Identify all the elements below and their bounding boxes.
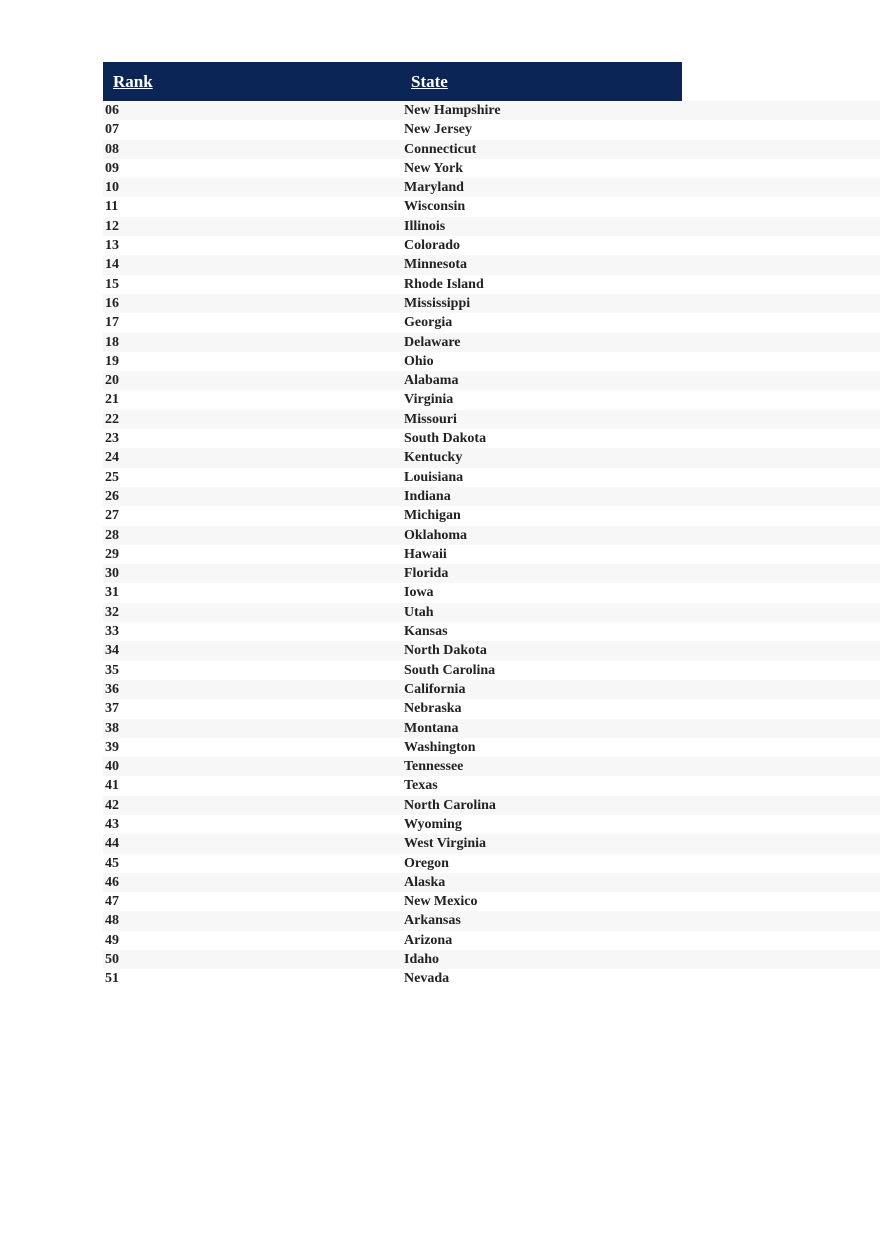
table-row — [103, 661, 880, 680]
rank-cell: 30 — [105, 566, 119, 582]
table-row — [103, 410, 880, 429]
rank-cell: 07 — [105, 122, 119, 138]
table-row — [103, 911, 880, 930]
table-row — [103, 178, 880, 197]
state-cell: Rhode Island — [404, 276, 484, 292]
state-cell: South Dakota — [404, 431, 487, 447]
state-cell: Virginia — [404, 392, 454, 408]
table-row — [103, 333, 880, 352]
state-cell: Idaho — [404, 952, 440, 968]
table-row — [103, 120, 880, 139]
table-row — [103, 680, 880, 699]
table-row — [103, 603, 880, 622]
state-cell: Nebraska — [404, 701, 462, 717]
rank-cell: 11 — [105, 199, 119, 215]
rank-cell: 40 — [105, 759, 119, 775]
state-cell: California — [404, 681, 466, 697]
table-row — [103, 429, 880, 448]
table-row — [103, 526, 880, 545]
state-cell: Nevada — [404, 971, 450, 987]
state-cell: Texas — [404, 778, 438, 794]
rank-cell: 19 — [105, 353, 119, 369]
state-cell: Wisconsin — [404, 199, 466, 215]
table-row — [103, 622, 880, 641]
table-row — [103, 390, 880, 409]
state-cell: South Carolina — [404, 662, 496, 678]
rank-cell: 47 — [105, 894, 119, 910]
table-row — [103, 931, 880, 950]
table-header — [103, 62, 682, 101]
table-row — [103, 294, 880, 313]
state-cell: Illinois — [404, 218, 446, 234]
rank-cell: 23 — [105, 431, 119, 447]
state-cell: Arkansas — [404, 913, 461, 929]
state-cell: Colorado — [404, 238, 460, 254]
rank-cell: 45 — [105, 855, 119, 871]
table-row — [103, 217, 880, 236]
table-row — [103, 101, 880, 120]
rank-cell: 49 — [105, 932, 119, 948]
rank-cell: 42 — [105, 797, 119, 813]
table-body — [103, 101, 880, 989]
rank-cell: 06 — [105, 103, 119, 118]
rank-cell: 29 — [105, 546, 119, 562]
state-cell: Tennessee — [404, 759, 464, 775]
table-row — [103, 255, 880, 274]
table-row — [103, 275, 880, 294]
state-cell: Wyoming — [404, 816, 462, 832]
state-cell: West Virginia — [404, 836, 487, 852]
rank-cell: 50 — [105, 952, 119, 968]
state-cell: Mississippi — [404, 295, 471, 311]
rank-cell: 31 — [105, 585, 119, 601]
state-cell: Utah — [404, 604, 434, 620]
state-cell: Oregon — [404, 855, 449, 871]
state-cell: Louisiana — [404, 469, 464, 485]
rank-cell: 34 — [105, 643, 119, 659]
rank-cell: 28 — [105, 527, 119, 543]
table-row — [103, 159, 880, 178]
state-cell: Connecticut — [404, 141, 477, 157]
state-cell: Michigan — [404, 508, 461, 524]
rank-cell: 09 — [105, 160, 119, 176]
table-row — [103, 834, 880, 853]
rank-cell: 33 — [105, 624, 119, 640]
rank-cell: 46 — [105, 874, 119, 890]
table-row — [103, 313, 880, 332]
column-header-rank[interactable]: Rank — [113, 72, 153, 91]
rank-cell: 13 — [105, 238, 119, 254]
state-cell: Kansas — [404, 624, 448, 640]
rank-cell: 17 — [105, 315, 119, 331]
rank-cell: 08 — [105, 141, 119, 157]
state-cell: North Carolina — [404, 797, 496, 813]
table-row — [103, 969, 880, 988]
rank-cell: 26 — [105, 488, 119, 504]
rank-cell: 20 — [105, 373, 119, 389]
state-cell: New Mexico — [404, 894, 478, 910]
rank-cell: 14 — [105, 257, 119, 273]
state-cell: Iowa — [404, 585, 434, 601]
table-row — [103, 757, 880, 776]
state-cell: Indiana — [404, 488, 451, 504]
state-cell: Minnesota — [404, 257, 467, 273]
table-row — [103, 371, 880, 390]
rank-cell: 16 — [105, 295, 119, 311]
rank-cell: 36 — [105, 681, 119, 697]
table-row — [103, 776, 880, 795]
state-cell: Washington — [404, 739, 476, 755]
rank-cell: 21 — [105, 392, 119, 408]
rank-cell: 37 — [105, 701, 119, 717]
rank-cell: 43 — [105, 816, 119, 832]
rank-cell: 18 — [105, 334, 119, 350]
table-row — [103, 950, 880, 969]
rank-cell: 10 — [105, 180, 119, 196]
table-row — [103, 140, 880, 159]
state-cell: Arizona — [404, 932, 453, 948]
rank-cell: 22 — [105, 411, 119, 427]
table-row — [103, 197, 880, 216]
table-row — [103, 545, 880, 564]
table-row — [103, 738, 880, 757]
table-row — [103, 506, 880, 525]
rank-cell: 44 — [105, 836, 119, 852]
state-cell: Alaska — [404, 874, 446, 890]
state-cell: New Jersey — [404, 122, 473, 138]
rank-cell: 15 — [105, 276, 119, 292]
state-cell: North Dakota — [404, 643, 487, 659]
state-cell: Ohio — [404, 353, 434, 369]
rank-cell: 38 — [105, 720, 119, 736]
table-row — [103, 236, 880, 255]
rank-cell: 12 — [105, 218, 119, 234]
rank-cell: 24 — [105, 450, 119, 466]
table-row — [103, 448, 880, 467]
rank-cell: 32 — [105, 604, 119, 620]
state-cell: Maryland — [404, 180, 464, 196]
table-row — [103, 796, 880, 815]
table-row — [103, 854, 880, 873]
column-header-state[interactable]: State — [411, 72, 448, 91]
table-row — [103, 641, 880, 660]
state-cell: Missouri — [404, 411, 457, 427]
rank-cell: 39 — [105, 739, 119, 755]
rank-cell: 51 — [105, 971, 119, 987]
table-row — [103, 892, 880, 911]
rank-cell: 27 — [105, 508, 119, 524]
rank-cell: 25 — [105, 469, 119, 485]
state-cell: New Hampshire — [404, 103, 501, 118]
rank-cell: 41 — [105, 778, 119, 794]
table-row — [103, 815, 880, 834]
state-cell: Alabama — [404, 373, 459, 389]
state-cell: Oklahoma — [404, 527, 468, 543]
state-cell: Georgia — [404, 315, 453, 331]
table-row — [103, 873, 880, 892]
table-row — [103, 487, 880, 506]
state-cell: Delaware — [404, 334, 461, 350]
state-cell: Hawaii — [404, 546, 447, 562]
table-row — [103, 564, 880, 583]
rank-cell: 48 — [105, 913, 119, 929]
table-row — [103, 468, 880, 487]
rank-cell: 35 — [105, 662, 119, 678]
table-row — [103, 699, 880, 718]
table-row — [103, 352, 880, 371]
state-cell: Kentucky — [404, 450, 463, 466]
table-row — [103, 719, 880, 738]
table-row — [103, 583, 880, 602]
state-cell: New York — [404, 160, 463, 176]
state-cell: Florida — [404, 566, 449, 582]
state-cell: Montana — [404, 720, 459, 736]
